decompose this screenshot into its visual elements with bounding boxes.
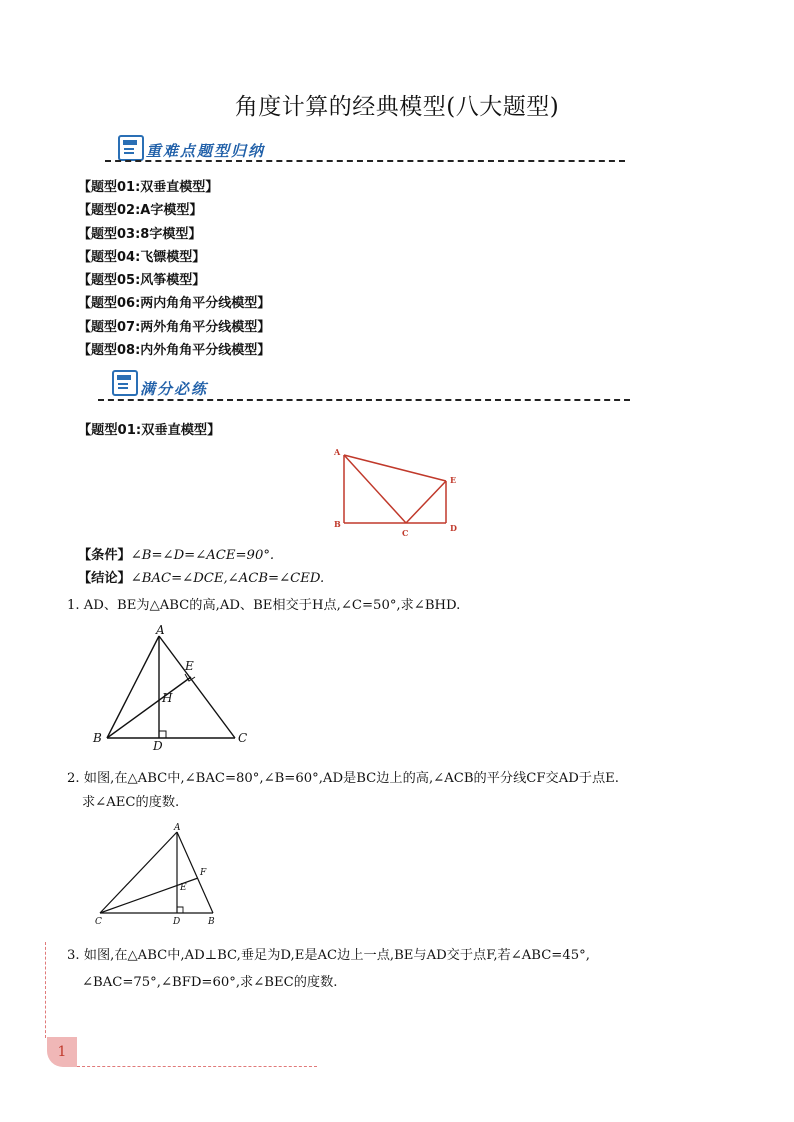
double-perpendicular-figure xyxy=(330,443,470,543)
fig-label: E xyxy=(450,475,457,485)
type-list-item: 【题型05:风筝模型】 xyxy=(78,273,206,289)
page-title: 角度计算的经典模型(八大题型) xyxy=(234,94,560,120)
problem-1-text: 1. AD、BE为△ABC的高,AD、BE相交于H点,∠C=50°,求∠BHD. xyxy=(67,598,461,613)
type-list-item: 【题型07:两外角角平分线模型】 xyxy=(78,319,271,335)
section-heading-key-types: 重难点题型归纳 xyxy=(146,142,266,160)
fig-label: C xyxy=(402,528,409,538)
type-list-item: 【题型06:两内角角平分线模型】 xyxy=(78,296,271,312)
fig-label: A xyxy=(174,823,181,833)
margin-line xyxy=(45,942,46,1038)
page-number: 1 xyxy=(47,1037,77,1067)
type01-conclusion xyxy=(78,568,324,590)
fig-label: B xyxy=(208,917,215,927)
section-heading-practice: 满分必练 xyxy=(140,380,209,398)
fig-label: D xyxy=(450,523,457,533)
document-icon xyxy=(118,135,144,161)
problem-2-text-line-2: 求∠AEC的度数. xyxy=(82,795,180,810)
fig-label: C xyxy=(95,917,102,927)
type01-condition xyxy=(78,545,274,567)
problem-3-text-line-1: 3. 如图,在△ABC中,AD⊥BC,垂足为D,E是AC边上一点,BE与AD交于点F,若∠ABC=45°, xyxy=(67,948,590,963)
type-list-item: 【题型01:双垂直模型】 xyxy=(78,180,219,195)
fig-label: D xyxy=(173,917,181,927)
fig-label: E xyxy=(185,659,194,673)
fig-label: E xyxy=(180,883,187,893)
type-list-item: 【题型04:飞镖模型】 xyxy=(78,249,206,265)
type01-heading: 【题型01:双垂直模型】 xyxy=(78,423,221,438)
problem-1-figure xyxy=(90,622,260,752)
footer-line xyxy=(77,1066,317,1067)
type-list xyxy=(78,176,270,362)
fig-label: B xyxy=(334,519,341,529)
condition-tag: 【条件】 xyxy=(78,548,131,563)
conclusion-tag: 【结论】 xyxy=(78,571,131,586)
fig-label: C xyxy=(238,731,248,745)
fig-label: B xyxy=(93,731,102,745)
type-list-item: 【题型02:A字模型】 xyxy=(78,203,203,219)
problem-2-figure xyxy=(90,818,230,930)
problem-2-text-line-1: 2. 如图,在△ABC中,∠BAC=80°,∠B=60°,AD是BC边上的高,∠ACB的平分线CF交AD于点E. xyxy=(67,771,620,786)
section-divider xyxy=(98,399,630,401)
fig-label: A xyxy=(156,623,165,637)
conclusion-text: ∠BAC=∠DCE,∠ACB=∠CED. xyxy=(130,571,325,586)
type-list-item: 【题型08:内外角角平分线模型】 xyxy=(78,343,271,359)
fig-label: F xyxy=(200,868,207,878)
type-list-item: 【题型03:8字模型】 xyxy=(78,226,202,242)
fig-label: D xyxy=(153,739,163,752)
condition-text: ∠B=∠D=∠ACE=90°. xyxy=(130,548,275,563)
document-icon xyxy=(112,370,138,396)
fig-label: H xyxy=(162,691,173,705)
section-divider xyxy=(105,160,625,162)
fig-label: A xyxy=(334,447,341,457)
problem-3-text-line-2: ∠BAC=75°,∠BFD=60°,求∠BEC的度数. xyxy=(82,975,338,990)
